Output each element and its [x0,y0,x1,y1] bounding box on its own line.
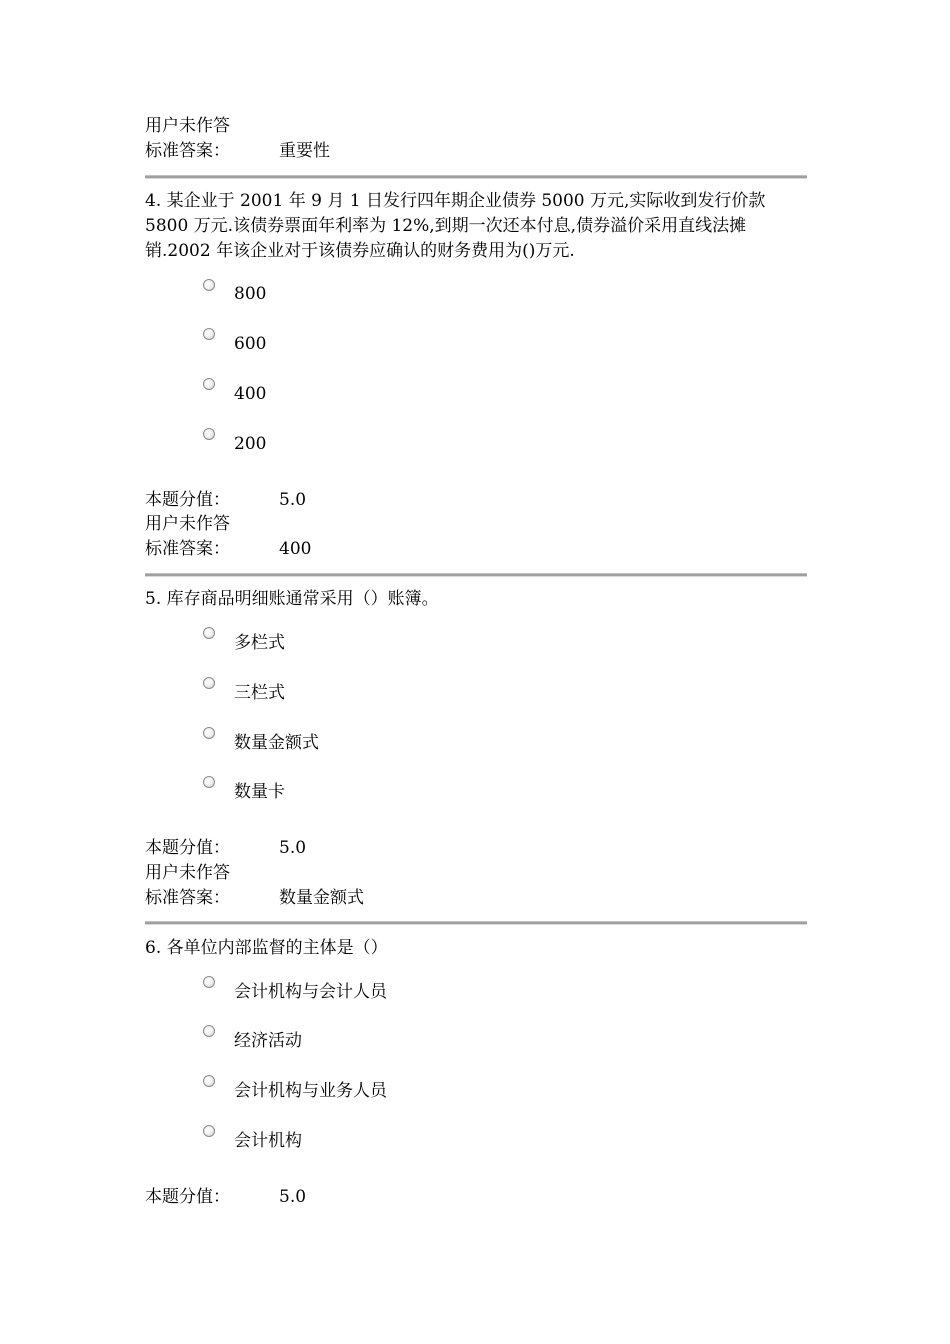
radio-option-4c[interactable] [203,378,215,390]
score-label: 本题分值： [145,1187,230,1207]
standard-answer-label: 标准答案： [145,888,230,908]
not-answered-label: 用户未作答 [145,514,230,534]
option-4c-label: 400 [234,384,267,404]
score-label: 本题分值： [145,490,230,510]
option-5b-label: 三栏式 [234,683,285,703]
radio-option-5a[interactable] [203,627,215,639]
radio-option-5b[interactable] [203,677,215,689]
standard-answer-value: 数量金额式 [279,888,364,908]
option-5d-label: 数量卡 [234,782,285,802]
radio-option-6c[interactable] [203,1075,215,1087]
standard-answer-label: 标准答案： [145,141,230,161]
score-label: 本题分值： [145,838,230,858]
option-5a-label: 多栏式 [234,633,285,653]
radio-option-6b[interactable] [203,1025,215,1037]
option-4d-label: 200 [234,434,267,454]
question-divider [145,176,807,179]
question-divider [145,922,807,925]
option-6a-label: 会计机构与会计人员 [234,982,387,1002]
option-5c-label: 数量金额式 [234,733,319,753]
radio-option-4b[interactable] [203,328,215,340]
standard-answer-value: 重要性 [279,141,330,161]
question-5-text: 5. 库存商品明细账通常采用（）账簿。 [145,589,439,609]
not-answered-label: 用户未作答 [145,116,230,136]
question-6-text: 6. 各单位内部监督的主体是（） [145,938,388,958]
radio-option-4d[interactable] [203,428,215,440]
radio-option-6a[interactable] [203,976,215,988]
score-value: 5.0 [279,1187,307,1207]
option-6d-label: 会计机构 [234,1131,302,1151]
not-answered-label: 用户未作答 [145,863,230,883]
score-value: 5.0 [279,490,307,510]
question-divider [145,574,807,577]
option-4b-label: 600 [234,334,267,354]
radio-option-5c[interactable] [203,727,215,739]
radio-option-6d[interactable] [203,1125,215,1137]
option-4a-label: 800 [234,284,267,304]
question-4-text: 4. 某企业于 2001 年 9 月 1 日发行四年期企业债券 5000 万元,实际收到发行价款 5800 万元.该债券票面年利率为 12%,到期一次还本付息,债券溢价采用直线法摊销.2002 年该企业对于该债券应确认的财务费用为()万元. [145,191,766,261]
radio-option-5d[interactable] [203,776,215,788]
standard-answer-label: 标准答案： [145,539,230,559]
radio-option-4a[interactable] [203,279,215,291]
option-6b-label: 经济活动 [234,1031,302,1051]
option-6c-label: 会计机构与业务人员 [234,1081,387,1101]
standard-answer-value: 400 [279,539,312,559]
score-value: 5.0 [279,838,307,858]
